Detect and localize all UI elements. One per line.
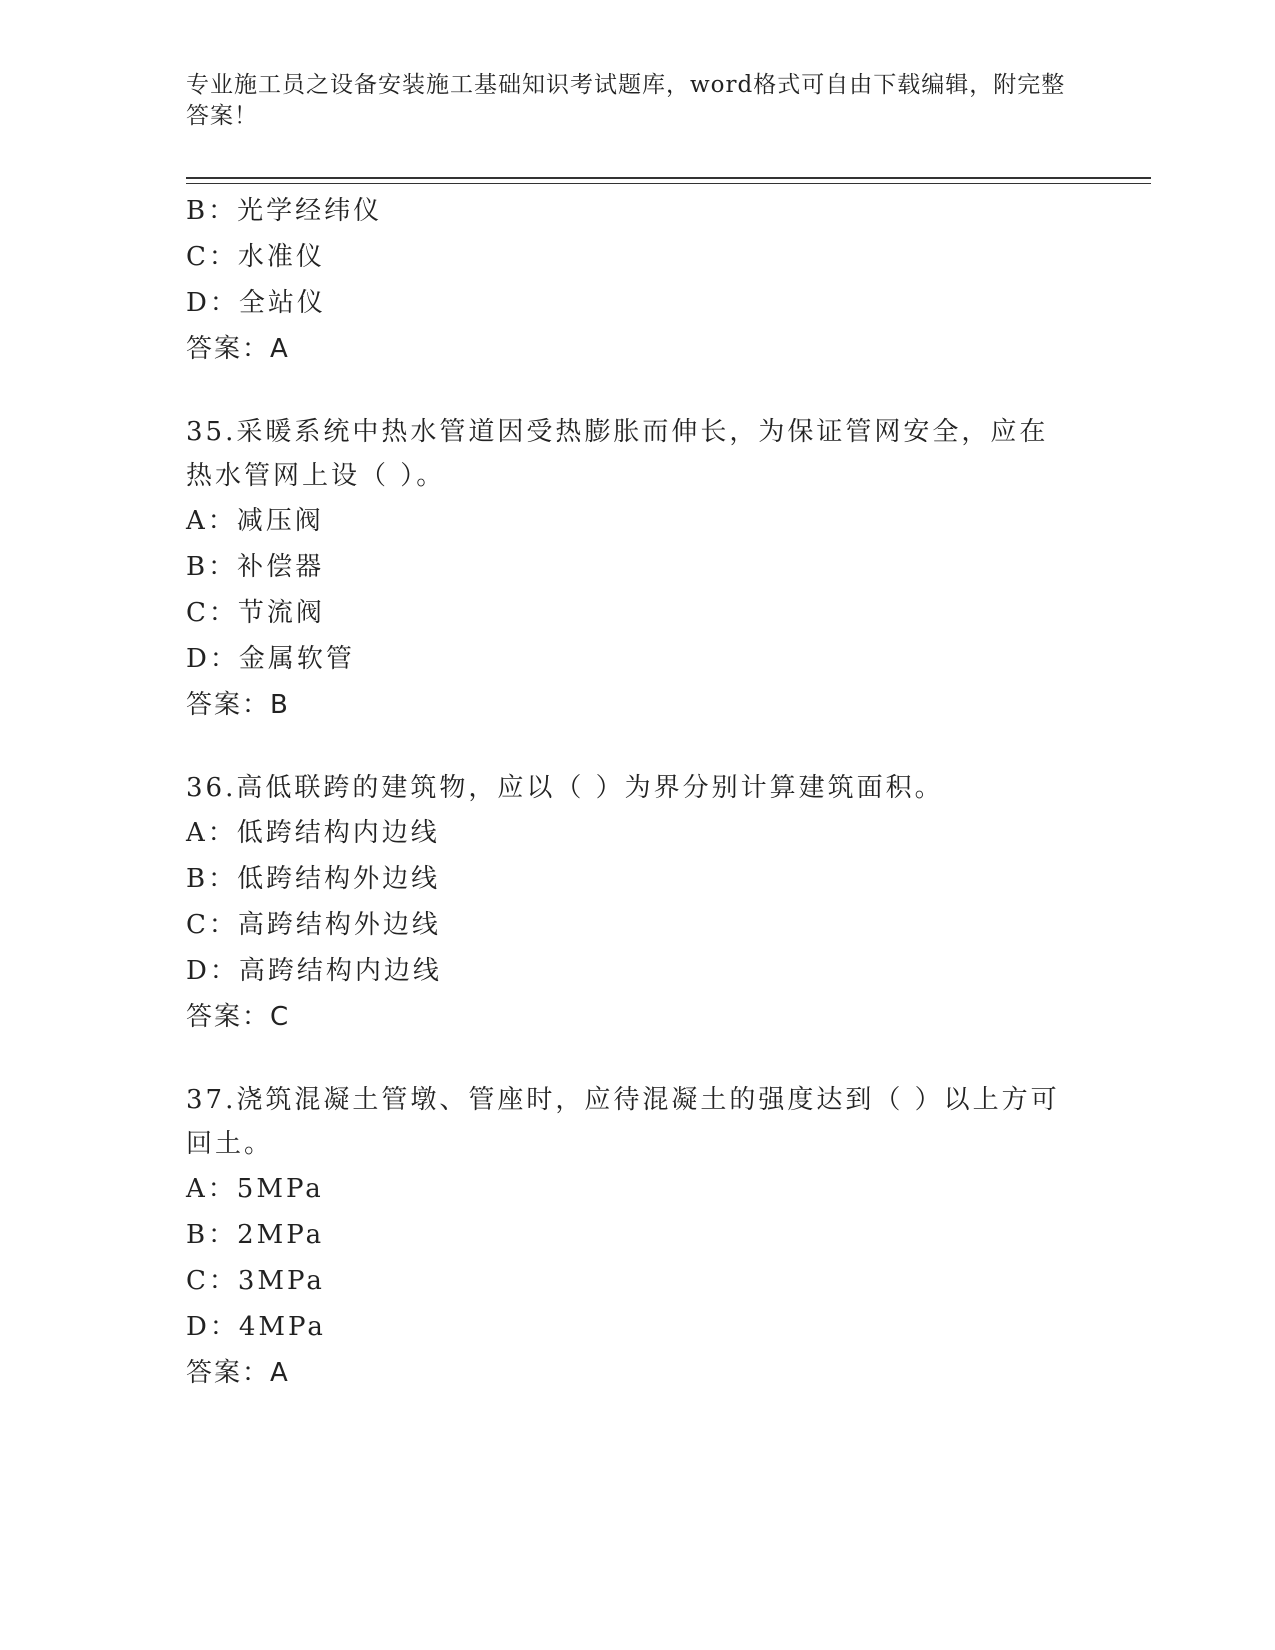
question-block-partial — [186, 188, 1086, 372]
header-divider-thick — [186, 177, 1151, 179]
option-b: B：光学经纬仪 — [186, 196, 383, 226]
option-c: C：节流阀 — [186, 598, 325, 628]
option-d: D：金属软管 — [186, 644, 355, 674]
document-header: 专业施工员之设备安装施工基础知识考试题库，word格式可自由下载编辑，附完整答案！ — [186, 72, 1066, 129]
option-b: B：2MPa — [186, 1220, 325, 1250]
option-c: C：3MPa — [186, 1266, 325, 1296]
option-d: D：4MPa — [186, 1312, 326, 1342]
option-a: A：减压阀 — [186, 506, 324, 536]
option-d: D：全站仪 — [186, 288, 326, 318]
answer-label: 答案：A — [186, 1358, 290, 1388]
question-text: 36.高低联跨的建筑物，应以（ ）为界分别计算建筑面积。 — [186, 773, 944, 803]
question-text: 35.采暖系统中热水管道因受热膨胀而伸长，为保证管网安全，应在热水管网上设（ ）。 — [186, 417, 1049, 491]
option-d: D：高跨结构内边线 — [186, 956, 442, 986]
option-a: A：低跨结构内边线 — [186, 818, 440, 848]
answer-label: 答案：B — [186, 690, 290, 720]
question-block-35 — [186, 410, 1086, 728]
question-content — [186, 188, 1086, 1396]
option-b: B：低跨结构外边线 — [186, 864, 441, 894]
question-text: 37.浇筑混凝土管墩、管座时，应待混凝土的强度达到（ ）以上方可回土。 — [186, 1085, 1060, 1159]
question-block-36 — [186, 766, 1086, 1040]
answer-label: 答案：A — [186, 334, 290, 364]
header-divider-thin — [186, 183, 1151, 184]
option-c: C：水准仪 — [186, 242, 325, 272]
option-c: C：高跨结构外边线 — [186, 910, 441, 940]
option-a: A：5MPa — [186, 1174, 324, 1204]
answer-label: 答案：C — [186, 1002, 291, 1032]
option-b: B：补偿器 — [186, 552, 325, 582]
question-block-37 — [186, 1078, 1086, 1396]
